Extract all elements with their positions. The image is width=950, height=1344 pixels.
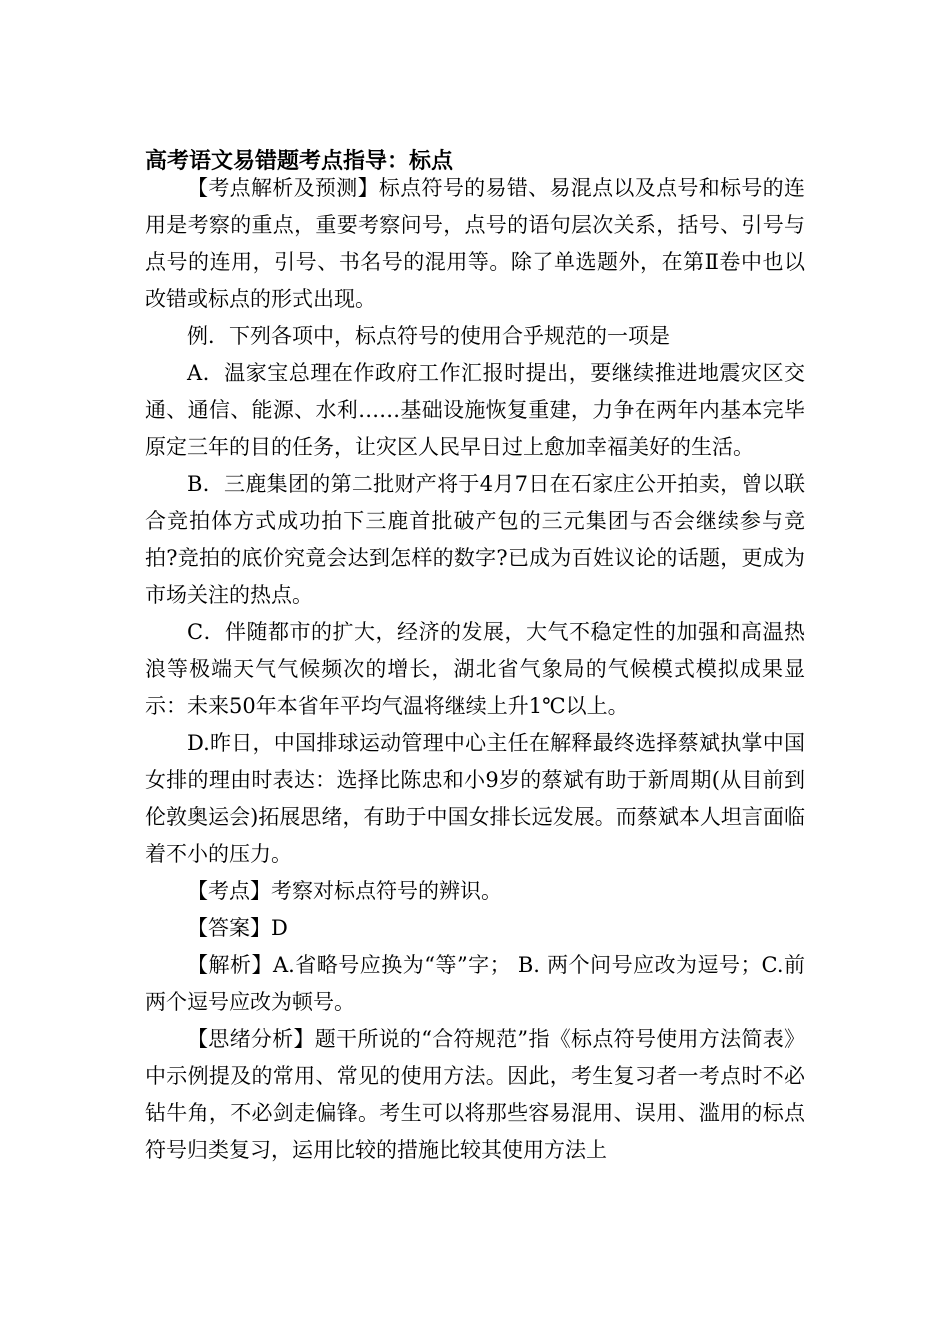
paragraph-option-c: C．伴随都市的扩大，经济的发展，大气不稳定性的加强和高温热浪等极端天气气候频次的增长，湖北省气象局的气候模式模拟成果显示：未来50年本省年平均气温将继续上升1℃以上。 bbox=[145, 620, 805, 718]
paragraph-option-d: D.昨日，中国排球运动管理中心主任在解释最终选择蔡斌执掌中国女排的理由时表达：选择比陈忠和小9岁的蔡斌有助于新周期(从目前到伦敦奥运会)拓展思绪，有助于中国女排长远发展。而蔡斌本人坦言面临着不小的压力。 bbox=[145, 731, 805, 866]
paragraph-answer: 【答案】D bbox=[187, 916, 288, 940]
paragraph-example-question: 例．下列各项中，标点符号的使用合乎规范的一项是 bbox=[187, 324, 670, 348]
paragraph-thought-analysis: 【思绪分析】题干所说的“合符规范”指《标点符号使用方法简表》中示例提及的常用、常见的使用方法。因此，考生复习者一考点时不必钻牛角，不必剑走偏锋。考生可以将那些容易混用、误用、滥用的标点符号归类复习，运用比较的措施比较其使用方法上 bbox=[145, 1027, 805, 1162]
document-body bbox=[145, 170, 805, 1169]
paragraph-test-point: 【考点】考察对标点符号的辨识。 bbox=[187, 879, 502, 903]
paragraph-option-b: B．三鹿集团的第二批财产将于4月7日在石家庄公开拍卖，曾以联合竞拍体方式成功拍下三鹿首批破产包的三元集团与否会继续参与竞拍?竞拍的底价究竟会达到怎样的数字?已成为百姓议论的话题，更成为市场关注的热点。 bbox=[145, 472, 805, 607]
document-title: 高考语文易错题考点指导：标点 bbox=[145, 148, 454, 174]
paragraph-explanation: 【解析】A.省略号应换为“等”字； B. 两个问号应改为逗号；C.前两个逗号应改为顿号。 bbox=[145, 953, 805, 1014]
paragraph-analysis: 【考点解析及预测】标点符号的易错、易混点以及点号和标号的连用是考察的重点，重要考察问号，点号的语句层次关系，括号、引号与点号的连用，引号、书名号的混用等。除了单选题外，在第Ⅱ卷中也以改错或标点的形式出现。 bbox=[145, 176, 805, 311]
paragraph-option-a: A．温家宝总理在作政府工作汇报时提出，要继续推进地震灾区交通、通信、能源、水利……基础设施恢复重建，力争在两年内基本完毕原定三年的目的任务，让灾区人民早日过上愈加幸福美好的生活。 bbox=[145, 361, 805, 459]
